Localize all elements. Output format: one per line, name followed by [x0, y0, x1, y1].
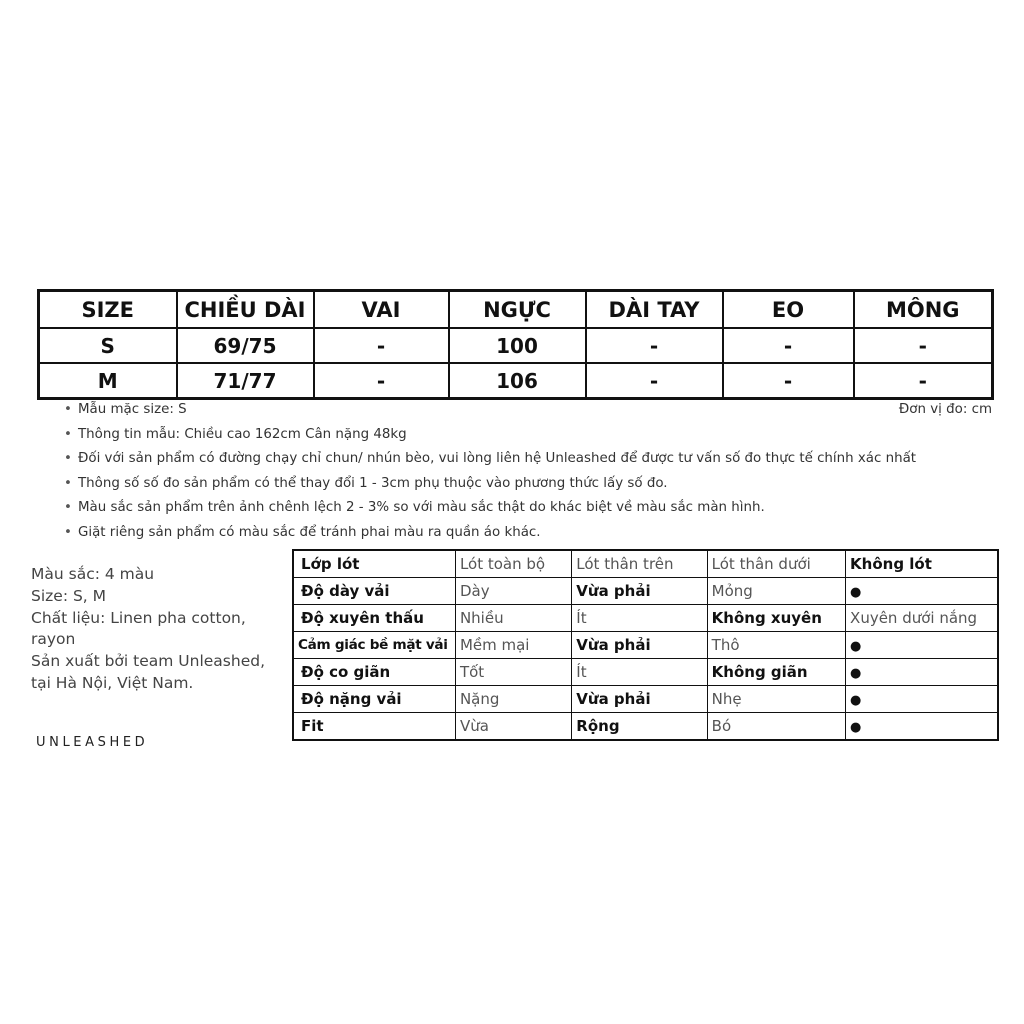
option-cell: Mềm mại [455, 632, 571, 659]
option-cell: Lót toàn bộ [455, 550, 571, 578]
size-chart-header-row [39, 291, 993, 329]
option-cell-selected: Vừa phải [572, 686, 707, 713]
cell-size: S [39, 328, 177, 363]
cell-sleeve: - [586, 363, 723, 399]
option-cell-selected: Vừa phải [572, 632, 707, 659]
option-cell: Lót thân trên [572, 550, 707, 578]
table-row [293, 659, 998, 686]
list-item: • Mẫu mặc size: S [62, 402, 1002, 427]
bullet-cell [846, 632, 998, 659]
color-info: Màu sắc: 4 màu [31, 565, 155, 583]
option-cell: Mỏng [707, 578, 845, 605]
header-sleeve: DÀI TAY [586, 291, 723, 329]
cell-waist: - [723, 328, 854, 363]
bullet-cell [846, 578, 998, 605]
option-cell: Thô [707, 632, 845, 659]
option-cell: Ít [572, 659, 707, 686]
header-shoulder: VAI [314, 291, 449, 329]
cell-shoulder: - [314, 328, 449, 363]
table-row [293, 578, 998, 605]
made-by-info: Sản xuất bởi team Unleashed, [31, 652, 265, 671]
cell-hip: - [854, 363, 993, 399]
header-size: SIZE [39, 291, 177, 329]
table-row [293, 686, 998, 713]
list-item: • Màu sắc sản phẩm trên ảnh chênh lệch 2 - 3% so với màu sắc thật do khác biệt về màu sắc màn hình. [62, 500, 1002, 525]
option-cell-selected: Không xuyên [707, 605, 845, 632]
table-row [293, 632, 998, 659]
cell-shoulder: - [314, 363, 449, 399]
option-cell-selected: Không lót [846, 550, 998, 578]
table-row [293, 550, 998, 578]
cell-size: M [39, 363, 177, 399]
table-row [39, 328, 993, 363]
list-item: • Đối với sản phẩm có đường chạy chỉ chun/ nhún bèo, vui lòng liên hệ Unleashed để được tư vấn số đo thực tế chính xác nhất [62, 451, 1002, 476]
cell-sleeve: - [586, 328, 723, 363]
header-hip: MÔNG [854, 291, 993, 329]
size-chart-table [37, 289, 994, 400]
size-info: Size: S, M [31, 586, 107, 605]
bullet-cell [846, 713, 998, 741]
table-row [39, 363, 993, 399]
bullet-cell [846, 686, 998, 713]
row-label: Lớp lót [293, 550, 455, 578]
unit-note: Đơn vị đo: cm [898, 402, 992, 417]
option-cell: Vừa [455, 713, 571, 741]
list-item: • Thông tin mẫu: Chiều cao 162cm Cân nặng 48kg [62, 427, 1002, 452]
cell-hip: - [854, 328, 993, 363]
fabric-properties-table [292, 549, 999, 741]
row-label: Độ dày vải [293, 578, 455, 605]
notes-list [62, 402, 1002, 550]
product-info [31, 564, 291, 695]
option-cell: Xuyên dưới nắng [846, 605, 998, 632]
row-label: Fit [293, 713, 455, 741]
option-cell: Lót thân dưới [707, 550, 845, 578]
option-cell: Tốt [455, 659, 571, 686]
material-info-cont: rayon [31, 630, 76, 649]
bullet-icon: ● [850, 585, 862, 600]
option-cell: Ít [572, 605, 707, 632]
cell-length: 69/75 [177, 328, 314, 363]
list-item: • Giặt riêng sản phẩm có màu sắc để tránh phai màu ra quần áo khác. [62, 525, 1002, 550]
brand-logo: UNLEASHED [36, 735, 149, 750]
row-label: Độ xuyên thấu [293, 605, 455, 632]
option-cell: Nhẹ [707, 686, 845, 713]
bullet-icon: ● [850, 639, 862, 654]
material-info: Chất liệu: Linen pha cotton, [31, 608, 246, 627]
row-label: Cảm giác bề mặt vải [293, 632, 455, 659]
option-cell: Nặng [455, 686, 571, 713]
option-cell-selected: Rộng [572, 713, 707, 741]
list-item: • Thông số số đo sản phẩm có thể thay đổi 1 - 3cm phụ thuộc vào phương thức lấy số đo. [62, 476, 1002, 501]
table-row [293, 605, 998, 632]
option-cell: Nhiều [455, 605, 571, 632]
header-waist: EO [723, 291, 854, 329]
bullet-icon: ● [850, 720, 862, 735]
table-row [293, 713, 998, 741]
bullet-cell [846, 659, 998, 686]
bullet-icon: ● [850, 693, 862, 708]
header-length: CHIỀU DÀI [177, 291, 314, 329]
option-cell-selected: Vừa phải [572, 578, 707, 605]
cell-waist: - [723, 363, 854, 399]
row-label: Độ nặng vải [293, 686, 455, 713]
option-cell: Bó [707, 713, 845, 741]
made-by-info-cont: tại Hà Nội, Việt Nam. [31, 673, 194, 692]
cell-length: 71/77 [177, 363, 314, 399]
row-label: Độ co giãn [293, 659, 455, 686]
cell-chest: 100 [449, 328, 586, 363]
option-cell: Dày [455, 578, 571, 605]
header-chest: NGỰC [449, 291, 586, 329]
option-cell-selected: Không giãn [707, 659, 845, 686]
bullet-icon: ● [850, 666, 862, 681]
cell-chest: 106 [449, 363, 586, 399]
